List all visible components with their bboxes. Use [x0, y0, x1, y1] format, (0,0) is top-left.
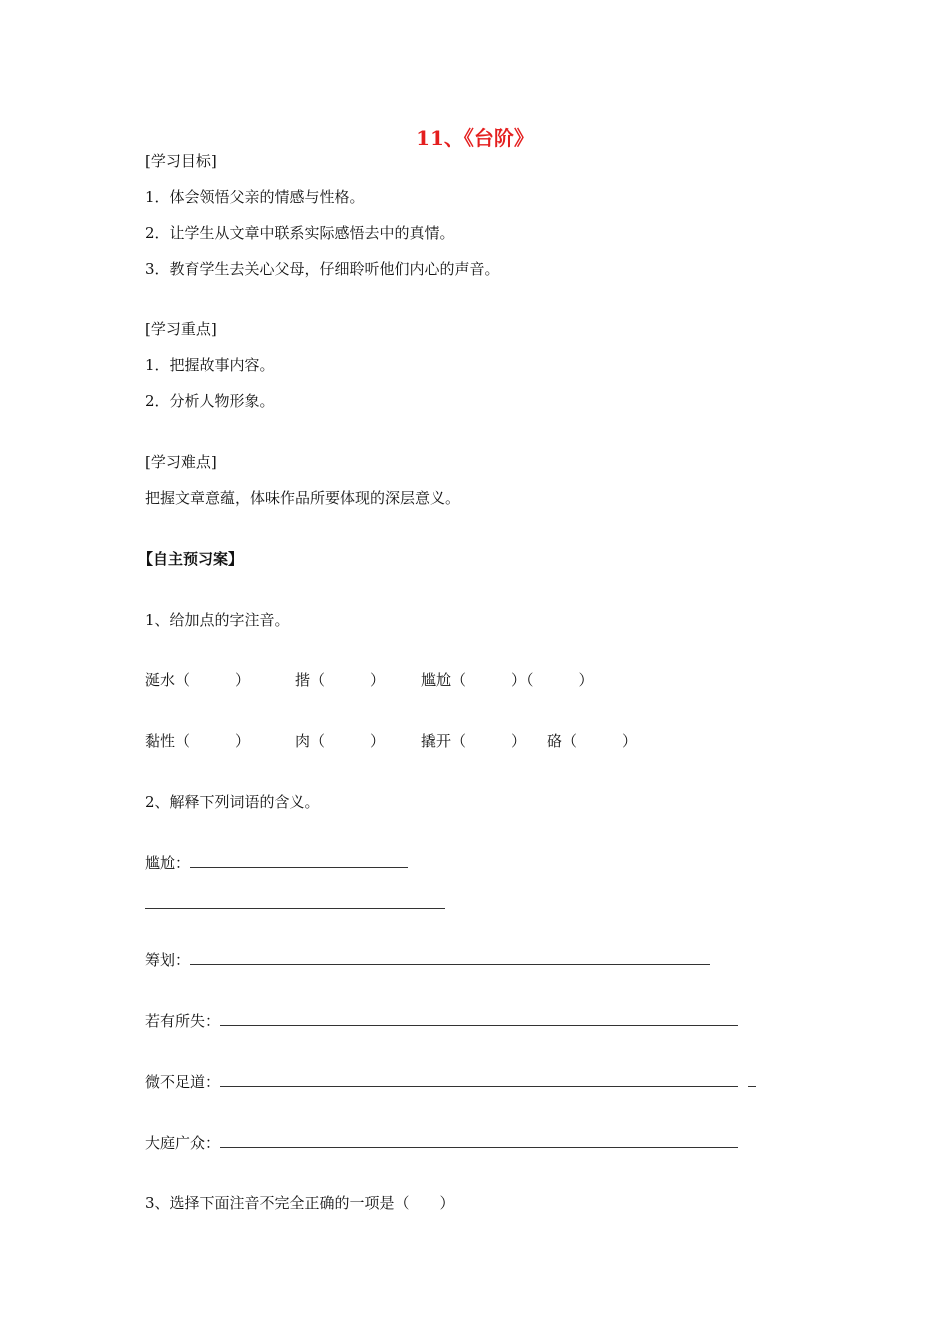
answer-blank[interactable]: [145, 894, 445, 909]
answer-blank[interactable]: [220, 1133, 738, 1148]
term-row: [145, 1010, 738, 1032]
difficulties-text: 把握文章意蕴，体味作品所要体现的深层意义。: [145, 489, 461, 507]
pinyin-item: 硌（ ）: [547, 732, 638, 750]
answer-blank[interactable]: [190, 853, 408, 868]
objective-item: 1．体会领悟父亲的情感与性格。: [145, 188, 365, 206]
term-label: 若有所失：: [145, 1012, 221, 1030]
objective-item: 3．教育学生去关心父母，仔细聆听他们内心的声音。: [145, 260, 500, 278]
objective-item: 2．让学生从文章中联系实际感悟去中的真情。: [145, 224, 455, 242]
pinyin-item: 黏性（ ）: [145, 732, 251, 750]
key-point-item: 2．分析人物形象。: [145, 392, 275, 410]
question-3: 3、选择下面注音不完全正确的一项是（ ）: [145, 1194, 455, 1212]
objectives-heading: [学习目标]: [145, 152, 217, 170]
pinyin-item: 撬开（ ）: [421, 732, 527, 750]
term-label: 筹划：: [145, 951, 191, 969]
pinyin-item: 尴尬（ ）（ ）: [421, 671, 594, 689]
term-label: 微不足道：: [145, 1073, 221, 1091]
term-row: [145, 1071, 756, 1093]
answer-blank[interactable]: [220, 1011, 738, 1026]
difficulties-heading: [学习难点]: [145, 453, 217, 471]
term-label: 大庭广众：: [145, 1134, 221, 1152]
term-row: [145, 852, 408, 874]
key-points-heading: [学习重点]: [145, 320, 217, 338]
answer-blank-tail: [748, 1072, 756, 1087]
key-point-item: 1．把握故事内容。: [145, 356, 275, 374]
answer-blank[interactable]: [190, 950, 710, 965]
term-row: [145, 949, 710, 971]
question-1: 1、给加点的字注音。: [145, 611, 290, 629]
question-2: 2、解释下列词语的含义。: [145, 793, 320, 811]
pinyin-item: 肉（ ）: [295, 732, 386, 750]
term-label: 尴尬：: [145, 854, 191, 872]
page-title: 11、《台阶》: [416, 126, 534, 150]
answer-blank[interactable]: [220, 1072, 738, 1087]
term-row-continued: [145, 893, 445, 915]
term-row: [145, 1132, 738, 1154]
pinyin-item: 揩（ ）: [295, 671, 386, 689]
pinyin-item: 涎水（ ）: [145, 671, 251, 689]
preview-heading: 【自主预习案】: [138, 550, 244, 568]
